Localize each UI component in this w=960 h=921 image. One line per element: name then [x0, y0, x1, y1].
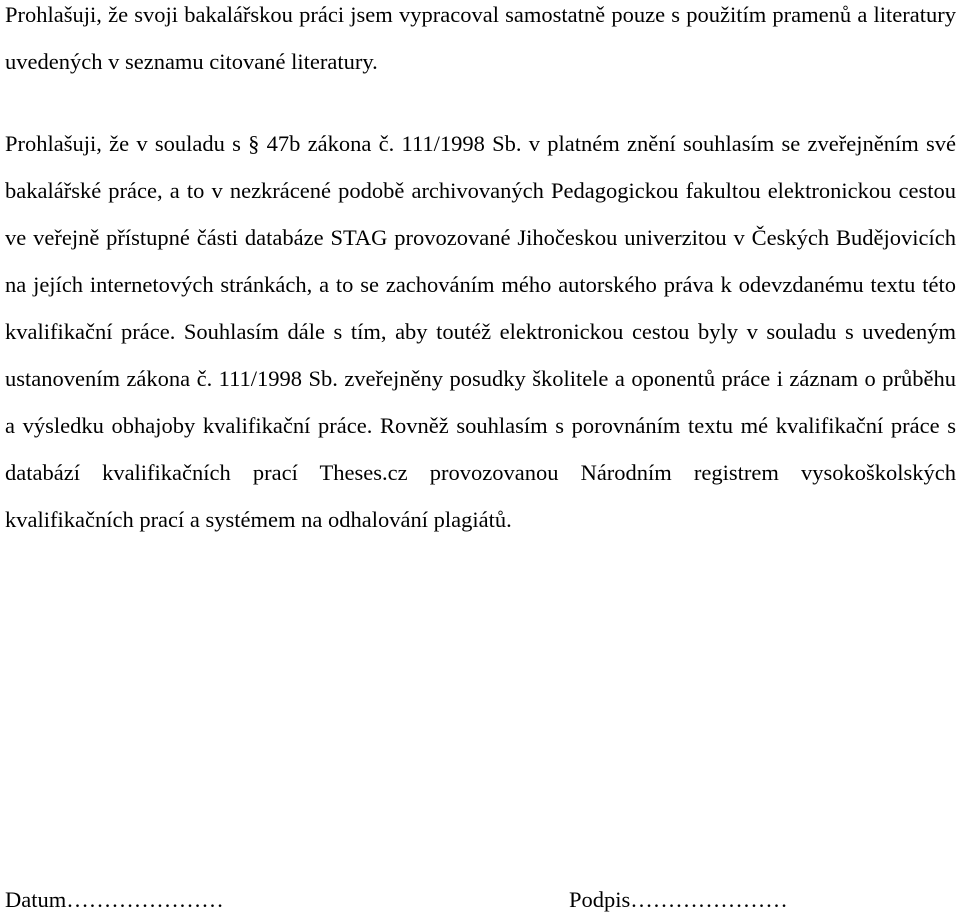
date-line: Datum…………………: [5, 887, 224, 912]
declaration-paragraph-authorship: Prohlašuji, že svoji bakalářskou práci jsem vypracoval samostatně pouze s použitím pramenů a literatury uvedených v seznamu citované literatury.: [5, 2, 956, 74]
signature-line: Podpis…………………: [569, 887, 788, 912]
declaration-paragraph-publication-consent: Prohlašuji, že v souladu s § 47b zákona č. 111/1998 Sb. v platném znění souhlasím se zveřejněním své bakalářské práce, a to v nezkrácené podobě archivovaných Pedagogickou fakultou elektronickou cestou ve veřejně přístupné části databáze STAG provozované Jihočeskou univerzitou v Českých Budějovicích na jejích internetových stránkách, a to se zachováním mého autorského práva k odevzdanému textu této kvalifikační práce. Souhlasím dále s tím, aby toutéž elektronickou cestou byly v souladu s uvedeným ustanovením zákona č. 111/1998 Sb. zveřejněny posudky školitele a oponentů práce i záznam o průběhu a výsledku obhajoby kvalifikační práce. Rovněž souhlasím s porovnáním textu mé kvalifikační práce s databází kvalifikačních prací Theses.cz provozovanou Národním registrem vysokoškolských kvalifikačních prací a systémem na odhalování plagiátů.: [5, 131, 956, 532]
